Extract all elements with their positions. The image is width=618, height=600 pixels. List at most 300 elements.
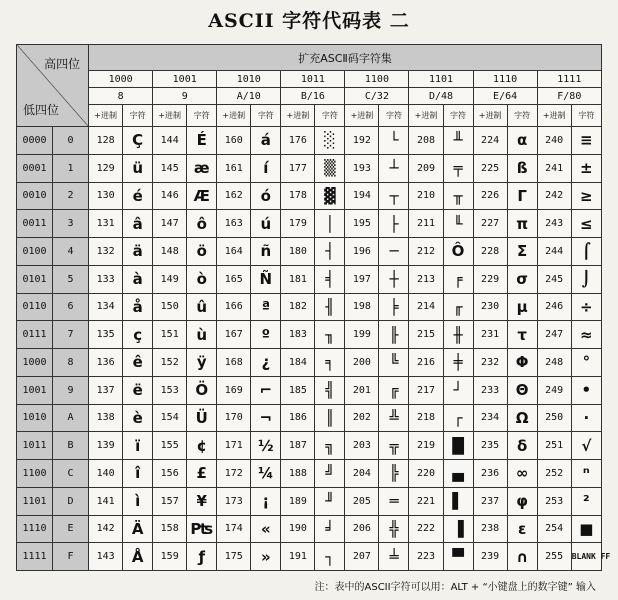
decimal-code-cell: 157 (153, 487, 187, 515)
character-cell: ± (571, 154, 601, 182)
character-cell: ß (507, 154, 537, 182)
character-cell: ├ (379, 210, 409, 238)
column-binary-header: 1011 (281, 71, 345, 88)
character-cell: ╔ (379, 376, 409, 404)
char-column-label: 字符 (379, 105, 409, 127)
char-column-label: 字符 (123, 105, 153, 127)
decimal-code-cell: 240 (537, 127, 571, 155)
character-cell: Σ (507, 238, 537, 266)
character-cell: ┴ (379, 154, 409, 182)
decimal-code-cell: 166 (217, 293, 251, 321)
row-hex-label: D (53, 487, 89, 515)
character-cell: ▓ (315, 182, 345, 210)
decimal-code-cell: 171 (217, 432, 251, 460)
decimal-code-cell: 131 (89, 210, 123, 238)
row-hex-label: F (53, 543, 89, 571)
character-cell: ─ (379, 238, 409, 266)
decimal-code-cell: 236 (473, 460, 507, 488)
character-cell: ╖ (315, 321, 345, 349)
row-binary-label: 1000 (17, 349, 53, 377)
column-binary-header: 1000 (89, 71, 153, 88)
decimal-code-cell: 215 (409, 321, 443, 349)
character-cell: ∩ (507, 543, 537, 571)
decimal-code-cell: 245 (537, 265, 571, 293)
decimal-code-cell: 136 (89, 349, 123, 377)
character-cell: Θ (507, 376, 537, 404)
character-cell: ⌠ (571, 238, 601, 266)
character-cell: ┘ (443, 376, 473, 404)
character-cell: Ω (507, 404, 537, 432)
character-cell: ╟ (379, 321, 409, 349)
decimal-code-cell: 196 (345, 238, 379, 266)
decimal-code-cell: 193 (345, 154, 379, 182)
decimal-code-cell: 149 (153, 265, 187, 293)
decimal-code-cell: 162 (217, 182, 251, 210)
row-binary-label: 0110 (17, 293, 53, 321)
character-cell: ▒ (315, 154, 345, 182)
decimal-code-cell: 220 (409, 460, 443, 488)
decimal-code-cell: 249 (537, 376, 571, 404)
character-cell: ï (123, 432, 153, 460)
character-cell: ╧ (379, 543, 409, 571)
character-cell: î (123, 460, 153, 488)
char-column-label: 字符 (571, 105, 601, 127)
row-hex-label: 8 (53, 349, 89, 377)
decimal-code-cell: 161 (217, 154, 251, 182)
character-cell: ¥ (187, 487, 217, 515)
decimal-code-cell: 241 (537, 154, 571, 182)
row-hex-label: 7 (53, 321, 89, 349)
character-cell: ² (571, 487, 601, 515)
decimal-code-cell: 148 (153, 238, 187, 266)
character-cell: ╒ (443, 265, 473, 293)
decimal-code-cell: 219 (409, 432, 443, 460)
character-cell: ╕ (315, 349, 345, 377)
table-row (17, 182, 602, 210)
decimal-code-cell: 172 (217, 460, 251, 488)
decimal-code-cell: 190 (281, 515, 315, 543)
character-cell: ¬ (251, 404, 281, 432)
decimal-code-cell: 239 (473, 543, 507, 571)
row-hex-label: 1 (53, 154, 89, 182)
character-cell: ┤ (315, 238, 345, 266)
character-cell: ä (123, 238, 153, 266)
ascii-code-table (16, 44, 611, 571)
table-row (17, 404, 602, 432)
character-cell: ╥ (443, 182, 473, 210)
character-cell: ▐ (443, 515, 473, 543)
character-cell: μ (507, 293, 537, 321)
character-cell: ⌡ (571, 265, 601, 293)
character-cell: ╙ (443, 210, 473, 238)
character-cell: ó (251, 182, 281, 210)
character-cell: ┌ (443, 404, 473, 432)
character-cell: º (251, 321, 281, 349)
column-binary-header: 1100 (345, 71, 409, 88)
decimal-code-cell: 129 (89, 154, 123, 182)
table-row (17, 432, 602, 460)
column-subheader-row (17, 105, 602, 127)
row-binary-label: 0101 (17, 265, 53, 293)
decimal-code-cell: 237 (473, 487, 507, 515)
decimal-code-cell: 184 (281, 349, 315, 377)
row-binary-label: 1101 (17, 487, 53, 515)
decimal-column-label: +进制 (409, 105, 443, 127)
decimal-code-cell: 224 (473, 127, 507, 155)
character-cell: ╞ (379, 293, 409, 321)
table-row (17, 127, 602, 155)
row-hex-label: 3 (53, 210, 89, 238)
decimal-code-cell: 141 (89, 487, 123, 515)
decimal-code-cell: 188 (281, 460, 315, 488)
character-cell: ü (123, 154, 153, 182)
decimal-code-cell: 138 (89, 404, 123, 432)
character-cell: Ü (187, 404, 217, 432)
decimal-code-cell: 179 (281, 210, 315, 238)
decimal-code-cell: 234 (473, 404, 507, 432)
character-cell: ì (123, 487, 153, 515)
character-cell: ╩ (379, 404, 409, 432)
character-cell: σ (507, 265, 537, 293)
decimal-code-cell: 140 (89, 460, 123, 488)
character-cell: ≈ (571, 321, 601, 349)
column-binary-header: 1010 (217, 71, 281, 88)
decimal-code-cell: 197 (345, 265, 379, 293)
decimal-code-cell: 169 (217, 376, 251, 404)
character-cell: ¡ (251, 487, 281, 515)
row-binary-label: 1011 (17, 432, 53, 460)
decimal-code-cell: 251 (537, 432, 571, 460)
character-cell: BLANK FF (571, 543, 601, 571)
decimal-code-cell: 147 (153, 210, 187, 238)
decimal-code-cell: 133 (89, 265, 123, 293)
character-cell: ┬ (379, 182, 409, 210)
decimal-code-cell: 167 (217, 321, 251, 349)
row-hex-label: E (53, 515, 89, 543)
decimal-code-cell: 235 (473, 432, 507, 460)
decimal-code-cell: 175 (217, 543, 251, 571)
row-binary-label: 1010 (17, 404, 53, 432)
column-hex-header: E/64 (473, 88, 537, 105)
decimal-code-cell: 151 (153, 321, 187, 349)
decimal-code-cell: 130 (89, 182, 123, 210)
character-cell: δ (507, 432, 537, 460)
decimal-code-cell: 217 (409, 376, 443, 404)
decimal-code-cell: 216 (409, 349, 443, 377)
decimal-code-cell: 229 (473, 265, 507, 293)
character-cell: ▄ (443, 460, 473, 488)
decimal-code-cell: 238 (473, 515, 507, 543)
character-cell: · (571, 404, 601, 432)
corner-header (17, 45, 89, 127)
character-cell: ª (251, 293, 281, 321)
decimal-code-cell: 145 (153, 154, 187, 182)
decimal-column-label: +进制 (89, 105, 123, 127)
character-cell: α (507, 127, 537, 155)
character-cell: á (251, 127, 281, 155)
character-cell: ╗ (315, 432, 345, 460)
decimal-code-cell: 213 (409, 265, 443, 293)
decimal-code-cell: 163 (217, 210, 251, 238)
decimal-code-cell: 134 (89, 293, 123, 321)
decimal-code-cell: 191 (281, 543, 315, 571)
decimal-code-cell: 200 (345, 349, 379, 377)
character-cell: ÿ (187, 349, 217, 377)
table-row (17, 238, 602, 266)
table-row (17, 210, 602, 238)
decimal-code-cell: 170 (217, 404, 251, 432)
character-cell: ╝ (315, 460, 345, 488)
character-cell: ₧ (187, 515, 217, 543)
decimal-code-cell: 199 (345, 321, 379, 349)
character-cell: ■ (571, 515, 601, 543)
character-cell: ε (507, 515, 537, 543)
character-cell: ö (187, 238, 217, 266)
decimal-code-cell: 128 (89, 127, 123, 155)
decimal-column-label: +进制 (537, 105, 571, 127)
decimal-code-cell: 218 (409, 404, 443, 432)
decimal-column-label: +进制 (473, 105, 507, 127)
character-cell: ┐ (315, 543, 345, 571)
decimal-code-cell: 159 (153, 543, 187, 571)
column-hex-header: 9 (153, 88, 217, 105)
row-binary-label: 1110 (17, 515, 53, 543)
decimal-code-cell: 230 (473, 293, 507, 321)
decimal-code-cell: 132 (89, 238, 123, 266)
row-binary-label: 0001 (17, 154, 53, 182)
character-cell: Ô (443, 238, 473, 266)
character-cell: ÷ (571, 293, 601, 321)
column-hex-header: F/80 (537, 88, 601, 105)
character-cell: ú (251, 210, 281, 238)
decimal-code-cell: 194 (345, 182, 379, 210)
character-cell: ║ (315, 404, 345, 432)
character-cell: » (251, 543, 281, 571)
table-body (17, 45, 611, 571)
character-cell: ½ (251, 432, 281, 460)
high-nibble-label: 高四位 (44, 57, 81, 71)
character-cell: ╜ (315, 487, 345, 515)
table-row (17, 487, 602, 515)
row-hex-label: 6 (53, 293, 89, 321)
row-binary-label: 0010 (17, 182, 53, 210)
character-cell: Γ (507, 182, 537, 210)
column-hex-header: A/10 (217, 88, 281, 105)
table-row (17, 293, 602, 321)
character-cell: Æ (187, 182, 217, 210)
decimal-code-cell: 248 (537, 349, 571, 377)
decimal-code-cell: 201 (345, 376, 379, 404)
character-cell: ê (123, 349, 153, 377)
character-cell: Å (123, 543, 153, 571)
char-column-label: 字符 (251, 105, 281, 127)
decimal-column-label: +进制 (281, 105, 315, 127)
character-cell: û (187, 293, 217, 321)
decimal-code-cell: 202 (345, 404, 379, 432)
decimal-code-cell: 183 (281, 321, 315, 349)
character-cell: à (123, 265, 153, 293)
decimal-code-cell: 189 (281, 487, 315, 515)
column-binary-header: 1110 (473, 71, 537, 88)
character-cell: ╛ (315, 515, 345, 543)
row-hex-label: 9 (53, 376, 89, 404)
decimal-column-label: +进制 (217, 105, 251, 127)
character-cell: ë (123, 376, 153, 404)
row-hex-label: A (53, 404, 89, 432)
character-cell: £ (187, 460, 217, 488)
character-cell: ╬ (379, 515, 409, 543)
char-column-label: 字符 (187, 105, 217, 127)
character-cell: ▌ (443, 487, 473, 515)
decimal-code-cell: 225 (473, 154, 507, 182)
decimal-code-cell: 242 (537, 182, 571, 210)
row-binary-label: 0111 (17, 321, 53, 349)
row-hex-label: C (53, 460, 89, 488)
character-cell: ⌐ (251, 376, 281, 404)
table-row (17, 460, 602, 488)
decimal-code-cell: 186 (281, 404, 315, 432)
character-cell: ° (571, 349, 601, 377)
decimal-code-cell: 228 (473, 238, 507, 266)
character-cell: ╣ (315, 376, 345, 404)
decimal-code-cell: 211 (409, 210, 443, 238)
character-cell: Ö (187, 376, 217, 404)
decimal-code-cell: 146 (153, 182, 187, 210)
character-cell: █ (443, 432, 473, 460)
table-row (17, 265, 602, 293)
decimal-code-cell: 168 (217, 349, 251, 377)
row-binary-label: 0100 (17, 238, 53, 266)
decimal-code-cell: 155 (153, 432, 187, 460)
decimal-code-cell: 246 (537, 293, 571, 321)
table-row (17, 349, 602, 377)
character-cell: ╓ (443, 293, 473, 321)
decimal-code-cell: 227 (473, 210, 507, 238)
character-cell: ┼ (379, 265, 409, 293)
decimal-code-cell: 142 (89, 515, 123, 543)
character-cell: ╫ (443, 321, 473, 349)
decimal-code-cell: 135 (89, 321, 123, 349)
character-cell: ╪ (443, 349, 473, 377)
table-row (17, 154, 602, 182)
decimal-code-cell: 192 (345, 127, 379, 155)
column-hex-header: D/48 (409, 88, 473, 105)
decimal-code-cell: 160 (217, 127, 251, 155)
row-hex-label: 2 (53, 182, 89, 210)
character-cell: ▀ (443, 543, 473, 571)
character-cell: Ñ (251, 265, 281, 293)
decimal-code-cell: 252 (537, 460, 571, 488)
table-row (17, 515, 602, 543)
character-cell: π (507, 210, 537, 238)
character-cell: « (251, 515, 281, 543)
character-cell: ╤ (443, 154, 473, 182)
decimal-code-cell: 195 (345, 210, 379, 238)
character-cell: ≤ (571, 210, 601, 238)
decimal-code-cell: 182 (281, 293, 315, 321)
decimal-code-cell: 253 (537, 487, 571, 515)
column-hex-row (17, 88, 602, 105)
row-binary-label: 0011 (17, 210, 53, 238)
row-binary-label: 1001 (17, 376, 53, 404)
row-hex-label: 4 (53, 238, 89, 266)
decimal-code-cell: 221 (409, 487, 443, 515)
low-nibble-label: 低四位 (23, 103, 60, 117)
character-cell: ╡ (315, 265, 345, 293)
character-cell: ╚ (379, 349, 409, 377)
character-cell: │ (315, 210, 345, 238)
character-cell: ò (187, 265, 217, 293)
row-binary-label: 1111 (17, 543, 53, 571)
decimal-code-cell: 209 (409, 154, 443, 182)
character-cell: æ (187, 154, 217, 182)
decimal-code-cell: 212 (409, 238, 443, 266)
decimal-column-label: +进制 (345, 105, 379, 127)
character-cell: ñ (251, 238, 281, 266)
decimal-code-cell: 165 (217, 265, 251, 293)
row-binary-label: 0000 (17, 127, 53, 155)
decimal-code-cell: 210 (409, 182, 443, 210)
decimal-code-cell: 222 (409, 515, 443, 543)
decimal-code-cell: 244 (537, 238, 571, 266)
character-cell: • (571, 376, 601, 404)
decimal-code-cell: 156 (153, 460, 187, 488)
character-cell: τ (507, 321, 537, 349)
decimal-code-cell: 198 (345, 293, 379, 321)
character-cell: ╢ (315, 293, 345, 321)
decimal-code-cell: 178 (281, 182, 315, 210)
decimal-code-cell: 250 (537, 404, 571, 432)
column-hex-header: C/32 (345, 88, 409, 105)
table-row (17, 321, 602, 349)
decimal-code-cell: 144 (153, 127, 187, 155)
character-cell: Ç (123, 127, 153, 155)
decimal-code-cell: 137 (89, 376, 123, 404)
decimal-code-cell: 223 (409, 543, 443, 571)
character-cell: └ (379, 127, 409, 155)
character-cell: ╨ (443, 127, 473, 155)
footnote: 注：表中的ASCII字符可以用：ALT + “小键盘上的数字键” 输入 (314, 582, 596, 593)
character-cell: å (123, 293, 153, 321)
extended-charset-title: 扩充ASCⅡ码字符集 (89, 45, 602, 71)
decimal-code-cell: 205 (345, 487, 379, 515)
row-hex-label: 0 (53, 127, 89, 155)
decimal-code-cell: 231 (473, 321, 507, 349)
character-cell: ¼ (251, 460, 281, 488)
decimal-code-cell: 247 (537, 321, 571, 349)
character-cell: ¢ (187, 432, 217, 460)
decimal-code-cell: 158 (153, 515, 187, 543)
decimal-code-cell: 203 (345, 432, 379, 460)
decimal-code-cell: 255 (537, 543, 571, 571)
decimal-code-cell: 173 (217, 487, 251, 515)
decimal-code-cell: 243 (537, 210, 571, 238)
decimal-column-label: +进制 (153, 105, 187, 127)
character-cell: ╦ (379, 432, 409, 460)
character-cell: √ (571, 432, 601, 460)
character-cell: ≡ (571, 127, 601, 155)
decimal-code-cell: 254 (537, 515, 571, 543)
decimal-code-cell: 180 (281, 238, 315, 266)
decimal-code-cell: 164 (217, 238, 251, 266)
decimal-code-cell: 143 (89, 543, 123, 571)
decimal-code-cell: 208 (409, 127, 443, 155)
decimal-code-cell: 153 (153, 376, 187, 404)
column-hex-header: B/16 (281, 88, 345, 105)
character-cell: ∞ (507, 460, 537, 488)
character-cell: ç (123, 321, 153, 349)
decimal-code-cell: 152 (153, 349, 187, 377)
